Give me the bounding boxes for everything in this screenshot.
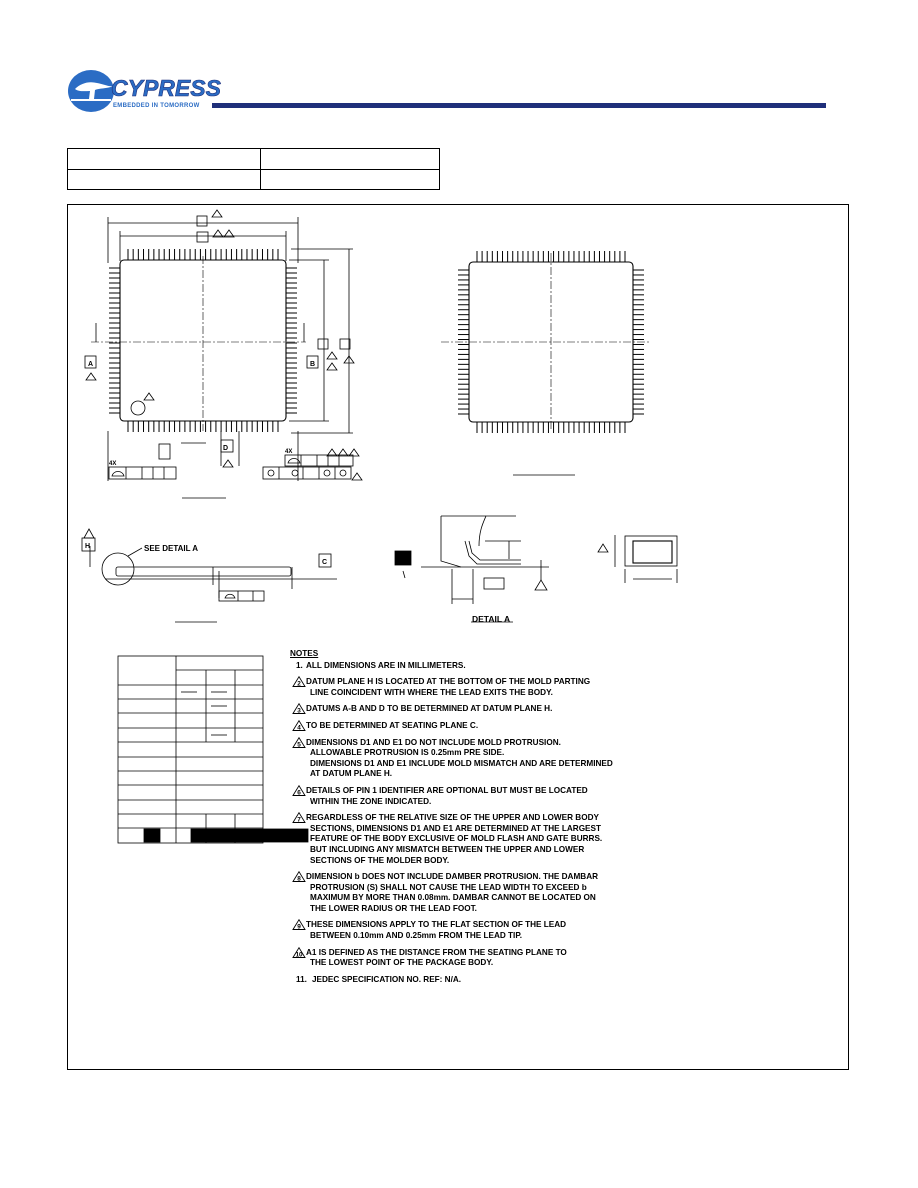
note-line: DATUM PLANE H IS LOCATED AT THE BOTTOM OF THE MOLD PARTING [306,677,591,687]
note-flag-icon [292,720,305,731]
note-line: TO BE DETERMINED AT SEATING PLANE C. [306,720,479,730]
note-flag-icon [292,812,305,823]
svg-text:9: 9 [297,924,301,932]
datum-c-label: C [322,559,328,566]
note-line: AT DATUM PLANE H. [310,769,393,779]
note-line: ALL DIMENSIONS ARE IN MILLIMETERS. [306,660,466,670]
info-table-divider [260,149,261,189]
note-number: 11. [296,974,307,984]
svg-text:10: 10 [295,951,303,959]
note-flag-icon [292,703,305,714]
pin1-marker [131,401,145,415]
notes-title: NOTES [290,649,319,658]
note-line: FEATURE OF THE BODY EXCLUSIVE OF MOLD FLASH AND GATE BURRS. [310,834,603,844]
brand-name: CYPRESS [111,75,221,101]
note-line: PROTRUSION (S) SHALL NOT CAUSE THE LEAD WIDTH TO EXCEED b [310,882,587,892]
bottom-view [441,251,651,475]
note-line: THE LOWEST POINT OF THE PACKAGE BODY. [310,958,494,968]
note-line: DATUMS A-B AND D TO BE DETERMINED AT DATUM PLANE H. [306,704,553,714]
note-line: LINE COINCIDENT WITH WHERE THE LEAD EXITS THE BODY. [310,687,553,697]
note-flag-icon [292,871,305,882]
detail-a-fill-box [395,551,411,565]
note-line: SECTIONS OF THE MOLDER BODY. [310,855,450,865]
note-flag-icon [292,919,305,930]
brand-tagline: EMBEDDED IN TOMORROW [113,103,200,109]
note-line: BETWEEN 0.10mm AND 0.25mm FROM THE LEAD TIP. [310,931,523,941]
note-item [290,948,650,969]
datum-b-label: B [310,361,316,368]
package-info-table [67,148,440,190]
note-line: WITHIN THE ZONE INDICATED. [310,796,432,806]
svg-text:3: 3 [297,707,301,715]
note-line: THE LOWER RADIUS OR THE LEAD FOOT. [310,903,477,913]
dimension-table [118,656,308,843]
note-line: ALLOWABLE PROTRUSION IS 0.25mm PRE SIDE. [310,748,505,758]
datum-a-label: A [88,361,94,368]
note-line: BUT INCLUDING ANY MISMATCH BETWEEN THE UPPER AND LOWER [310,844,585,854]
notes-list [290,661,650,986]
note-flag-icon [292,737,305,748]
info-row [68,169,439,190]
svg-text:7: 7 [297,816,301,824]
note-line: REGARDLESS OF THE RELATIVE SIZE OF THE UPPER AND LOWER BODY [306,813,599,823]
detail-a-title: DETAIL A [472,614,511,624]
note-item [290,813,650,866]
note-line: DIMENSIONS D1 AND E1 DO NOT INCLUDE MOLD PROTRUSION. [306,737,561,747]
four-x-left-label: 4X [109,461,117,467]
note-item [290,872,650,914]
svg-text:8: 8 [297,875,301,883]
note-line: MAXIMUM BY MORE THAN 0.08mm. DAMBAR CANNOT BE LOCATED ON [310,893,596,903]
note-item [290,704,650,715]
note-item [290,920,650,941]
note-line: DIMENSIONS D1 AND E1 INCLUDE MOLD MISMATCH AND ARE DETERMINED [310,758,613,768]
top-view-leads-left [109,268,120,413]
svg-text:2: 2 [297,680,301,688]
note-flag-icon [292,785,305,796]
notes-block [290,649,650,991]
top-view-leads-right [286,268,297,413]
info-row [68,149,439,169]
detail-a-view [395,516,549,622]
note-number: 1. [296,660,303,670]
note-item [290,677,650,698]
note-item [290,721,650,732]
note-item [290,975,650,986]
note-item [290,786,650,807]
svg-text:4: 4 [297,724,301,732]
datum-d-label: D [223,445,229,452]
note-line: THESE DIMENSIONS APPLY TO THE FLAT SECTION OF THE LEAD [306,920,567,930]
detail-a-circle [102,553,134,585]
top-view [85,210,362,498]
cypress-logo [67,69,221,113]
svg-text:5: 5 [297,741,301,749]
note-line: DIMENSION b DOES NOT INCLUDE DAMBER PROTRUSION. THE DAMBAR [306,872,599,882]
side-view-body [116,567,291,576]
see-detail-label: SEE DETAIL A [144,544,199,553]
note-item [290,738,650,780]
svg-text:6: 6 [297,789,301,797]
note-line: SECTIONS, DIMENSIONS D1 AND E1 ARE DETERMINED AT THE LARGEST [310,823,601,833]
side-view [82,529,337,622]
note-item [290,661,650,672]
note-flag-icon [292,676,305,687]
note-flag-icon [292,947,305,958]
header-rule [212,103,826,108]
datum-h-label: H [85,543,91,550]
note-line: A1 IS DEFINED AS THE DISTANCE FROM THE SEATING PLANE TO [306,947,567,957]
note-line: JEDEC SPECIFICATION NO. REF: N/A. [312,974,462,984]
note-line: DETAILS OF PIN 1 IDENTIFIER ARE OPTIONAL BUT MUST BE LOCATED [306,785,588,795]
four-x-right-label: 4X [285,449,293,455]
lead-section-view [598,535,677,583]
